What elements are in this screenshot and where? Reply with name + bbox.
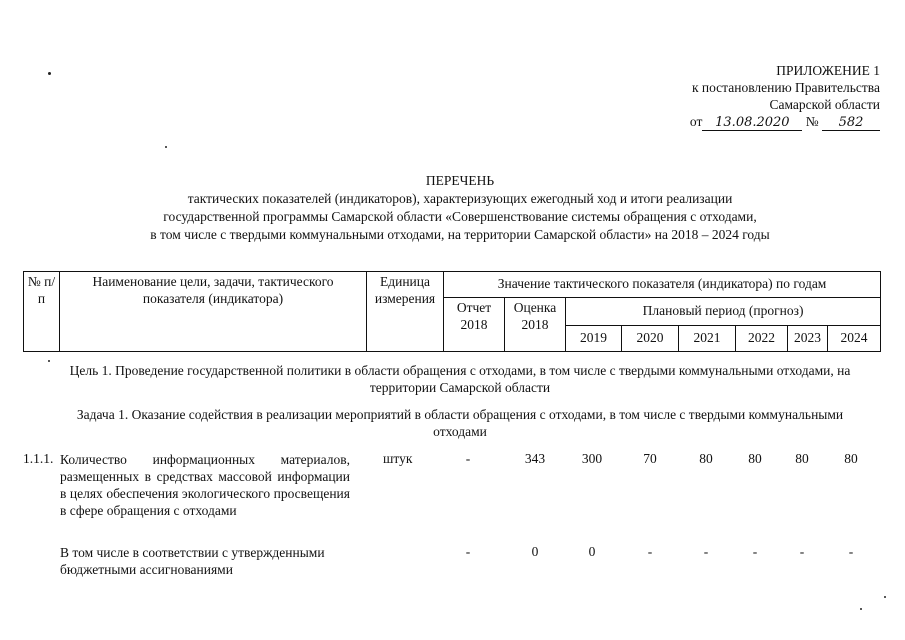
title-line-1: тактических показателей (индикаторов), характеризующих ежегодный ход и итоги реализации — [187, 191, 733, 206]
header-year: 2021 — [679, 326, 736, 352]
row-value-2023: 80 — [795, 451, 809, 466]
task-text: Задача 1. Оказание содействия в реализации мероприятий в области обращения с отходами, в том числе с твердыми коммунальными отходами — [76, 407, 844, 439]
scan-speck — [884, 596, 886, 598]
row-value-2020: - — [647, 544, 653, 559]
handwritten-date: 13.08.2020 — [702, 115, 802, 131]
appendix-title: ПРИЛОЖЕНИЕ 1 — [776, 63, 880, 78]
row-value-2021: - — [703, 544, 709, 559]
header-year: 2019 — [566, 326, 622, 352]
title-line-3: в том числе с твердыми коммунальными отходами, на территории Самарской области» на 2018 – 2024 годы — [150, 227, 770, 242]
header-year: 2024 — [828, 326, 881, 352]
header-year: 2022 — [736, 326, 788, 352]
scan-speck — [48, 360, 50, 362]
appendix-block — [620, 62, 880, 131]
header-name: Наименование цели, задачи, тактического показателя (индикатора) — [60, 272, 367, 352]
row-value-2019: 0 — [588, 544, 596, 559]
appendix-resolution: к постановлению Правительства — [691, 80, 880, 95]
header-values: Значение тактического показателя (индикатора) по годам — [444, 272, 881, 298]
row-value-2019: 300 — [581, 451, 603, 466]
row-value-2024: - — [848, 544, 854, 559]
header-year: 2023 — [788, 326, 828, 352]
row-unit: штук — [383, 451, 413, 466]
title-line-2: государственной программы Самарской области «Совершенствование системы обращения с отходами, — [163, 209, 757, 224]
row-value-2021: 80 — [699, 451, 713, 466]
appendix-date-number — [620, 113, 880, 131]
row-name: Количество информационных материалов, размещенных в средствах массовой информации в целях обеспечения экологического просвещения в сфере обращения с отходами — [60, 452, 350, 518]
row-value-2024: 80 — [844, 451, 858, 466]
header-report: Отчет 2018 — [444, 298, 505, 352]
row-number: 1.1.1. — [23, 451, 54, 466]
scan-speck — [860, 608, 862, 610]
document-title — [80, 172, 840, 244]
appendix-region: Самарской области — [769, 97, 880, 112]
row-value-report: - — [465, 451, 471, 466]
number-label: № — [805, 114, 819, 129]
row-value-report: - — [465, 544, 471, 559]
header-plan: Плановый период (прогноз) — [566, 298, 881, 326]
header-estimate: Оценка 2018 — [505, 298, 566, 352]
header-unit: Единица измерения — [367, 272, 444, 352]
header-no: № п/п — [24, 272, 60, 352]
row-value-2022: 80 — [748, 451, 762, 466]
row-value-estimate: 343 — [524, 451, 546, 466]
scan-speck — [165, 146, 167, 148]
row-value-2022: - — [752, 544, 758, 559]
row-value-2023: - — [799, 544, 805, 559]
row-name: В том числе в соответствии с утвержденными бюджетными ассигнованиями — [60, 545, 325, 577]
row-value-estimate: 0 — [531, 544, 539, 559]
scan-speck — [48, 72, 51, 75]
table-header — [23, 271, 881, 352]
from-label: от — [689, 114, 703, 129]
row-value-2020: 70 — [643, 451, 657, 466]
handwritten-number: 582 — [822, 115, 880, 131]
title-heading: ПЕРЕЧЕНЬ — [425, 173, 495, 188]
header-year: 2020 — [622, 326, 679, 352]
goal-text: Цель 1. Проведение государственной политики в области обращения с отходами, в том числе с твердыми коммунальными отходами, на территории Самарской области — [69, 363, 851, 395]
